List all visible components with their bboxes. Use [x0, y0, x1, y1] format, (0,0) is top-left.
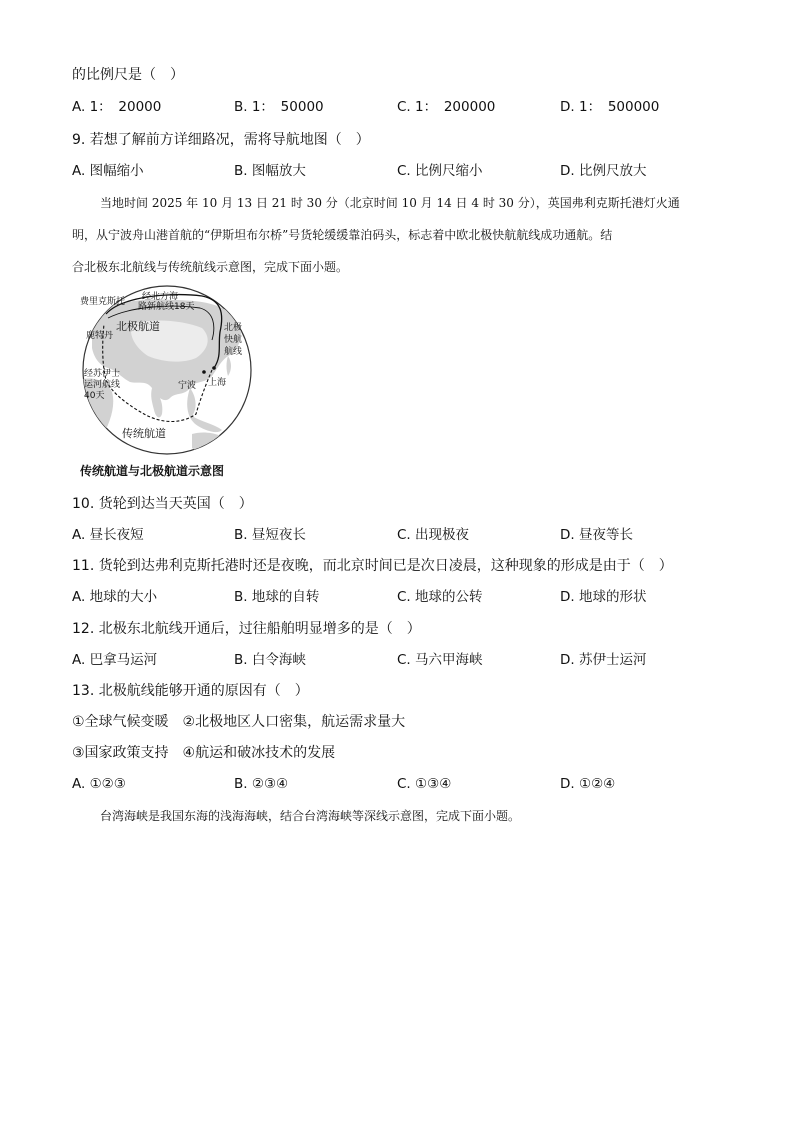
q11-option-b[interactable]: B. 地球的自转 — [234, 589, 320, 605]
q12-option-b[interactable]: B. 白令海峡 — [234, 652, 306, 668]
map-label-north-route-2: 路新航线18天 — [138, 302, 195, 312]
question-12-stem: 12. 北极东北航线开通后，过往船舶明显增多的是（ ） — [72, 621, 421, 637]
q13-statements-line-2: ③国家政策支持 ④航运和破冰技术的发展 — [72, 745, 336, 761]
q10-option-a[interactable]: A. 昼长夜短 — [72, 527, 144, 543]
q8-option-b[interactable]: B. 1： 50000 — [234, 99, 324, 115]
question-9-stem: 9. 若想了解前方详细路况，需将导航地图（ ） — [72, 132, 370, 148]
q8-option-c[interactable]: C. 1： 200000 — [397, 99, 496, 115]
passage-2: 台湾海峡是我国东海的浅海海峡，结合台湾海峡等深线示意图，完成下面小题。 — [100, 809, 521, 823]
question-8-stem-tail: 的比例尺是（ ） — [72, 67, 184, 83]
question-13-stem: 13. 北极航线能够开通的原因有（ ） — [72, 683, 309, 699]
q10-option-b[interactable]: B. 昼短夜长 — [234, 527, 306, 543]
q9-option-d[interactable]: D. 比例尺放大 — [560, 163, 647, 179]
q13-option-b[interactable]: B. ②③④ — [234, 776, 289, 792]
q10-option-d[interactable]: D. 昼夜等长 — [560, 527, 633, 543]
figure-caption: 传统航道与北极航道示意图 — [80, 464, 225, 478]
q13-statements-line-1: ①全球气候变暖 ②北极地区人口密集，航运需求量大 — [72, 714, 406, 730]
q11-option-a[interactable]: A. 地球的大小 — [72, 589, 158, 605]
map-label-suez-1: 经苏伊士 — [84, 369, 121, 379]
map-label-north-route-1: 经北方海 — [142, 292, 179, 302]
map-label-suez-2: 运河航线 — [84, 380, 121, 390]
australia-land — [192, 432, 232, 452]
map-label-felixstowe: 费里克斯托 — [80, 297, 126, 307]
passage-1-line-3: 合北极东北航线与传统航线示意图，完成下面小题。 — [72, 260, 349, 274]
q13-option-a[interactable]: A. ①②③ — [72, 776, 126, 792]
q9-option-a[interactable]: A. 图幅缩小 — [72, 163, 144, 179]
map-label-arctic-route: 北极航道 — [116, 320, 160, 333]
shanghai-port-marker — [212, 366, 216, 370]
map-label-traditional-route: 传统航道 — [122, 427, 166, 440]
q10-option-c[interactable]: C. 出现极夜 — [397, 527, 470, 543]
map-label-express-2: 快航 — [224, 335, 243, 345]
map-label-express-3: 航线 — [224, 347, 243, 357]
map-label-suez-3: 40天 — [84, 391, 105, 401]
q12-option-a[interactable]: A. 巴拿马运河 — [72, 652, 158, 668]
route-map-figure — [72, 284, 262, 456]
question-11-stem: 11. 货轮到达弗利克斯托港时还是夜晚，而北京时间已是次日凌晨，这种现象的形成是由于（ ） — [72, 558, 673, 574]
passage-1-line-1: 当地时间 2025 年 10 月 13 日 21 时 30 分（北京时间 10 月 14 日 4 时 30 分），英国弗利克斯托港灯火通 — [100, 196, 680, 210]
q8-option-a[interactable]: A. 1： 20000 — [72, 99, 162, 115]
map-label-express-1: 北极 — [224, 323, 243, 333]
passage-1-line-2: 明，从宁波舟山港首航的“伊斯坦布尔桥”号货轮缓缓靠泊码头，标志着中欧北极快航航线成功通航。结 — [72, 228, 613, 242]
q11-option-c[interactable]: C. 地球的公转 — [397, 589, 483, 605]
q8-option-d[interactable]: D. 1： 500000 — [560, 99, 660, 115]
q12-option-c[interactable]: C. 马六甲海峡 — [397, 652, 483, 668]
route-map — [72, 284, 262, 456]
question-10-stem: 10. 货轮到达当天英国（ ） — [72, 496, 253, 512]
q9-option-c[interactable]: C. 比例尺缩小 — [397, 163, 483, 179]
q12-option-d[interactable]: D. 苏伊士运河 — [560, 652, 647, 668]
ningbo-port-marker — [202, 370, 206, 374]
q9-option-b[interactable]: B. 图幅放大 — [234, 163, 306, 179]
q13-option-c[interactable]: C. ①③④ — [397, 776, 452, 792]
map-label-rotterdam: 鹿特丹 — [86, 331, 114, 341]
q11-option-d[interactable]: D. 地球的形状 — [560, 589, 647, 605]
q13-option-d[interactable]: D. ①②④ — [560, 776, 616, 792]
map-label-shanghai: 上海 — [208, 378, 227, 388]
map-label-ningbo: 宁波 — [178, 381, 197, 391]
